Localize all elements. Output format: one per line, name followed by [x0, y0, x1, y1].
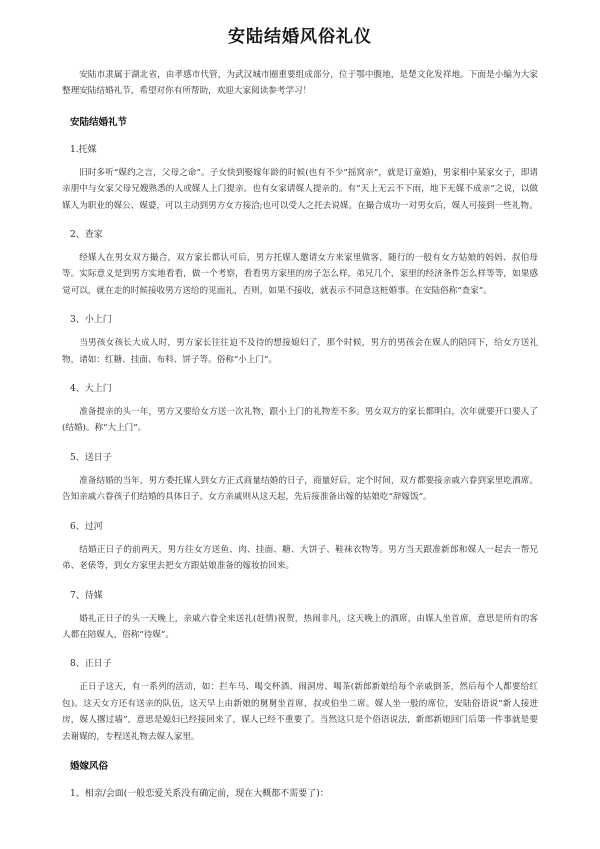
item-text-daimei: 婚礼正日子的头一天晚上，亲戚六眷全来送礼(赶情)祝贺，热闹非凡，这天晚上的酒席，由媒人坐首席，意思是所有的客人都在陪媒人，俗称“待媒”。	[62, 613, 538, 640]
item-heading-xiaoshangmen: 3、小上门	[70, 315, 112, 326]
item-text-dashangmen: 准备提亲的头一年，男方又要给女方送一次礼物，跟小上门的礼物差不多。男女双方的家长都明白，次年就要开口要人了(结婚)。称“大上门”。	[62, 407, 538, 434]
item-heading-dashangmen: 4、大上门	[70, 384, 112, 395]
item-text-tuomei: 旧时多听“媒约之言，父母之命”。子女快到娶嫁年龄的时候(也有不少“摇窝亲”，就是订童婚)，男家相中某家女子，即请亲朋中与女家父母兄嫂熟悉的人或媒人上门提亲。也有女家请媒人提亲的。有“天上无云不下雨，地下无媒不成亲”之说，以做媒人为职业的媒公、媒婆，可以主动到男方女方接洽;也可以受人之托去说媒。在撮合成功一对男女后，媒人可接到一些礼物。	[62, 167, 538, 211]
section-heading-marriage-customs: 婚嫁风俗	[70, 760, 109, 772]
item-heading-tuomei: 1.托媒	[70, 144, 97, 155]
item-text-chajia: 经媒人在男女双方撮合，双方家长都认可后，男方托媒人邀请女方来家里做客，随行的一般有女方姑娘的妈妈、叔伯母等。实际意义是到男方实地看看，做一个考察，看看男方家里的房子怎么样，弟兄几个，家里的经济条件怎么样等等，如果感觉可以，就在走的时候接收男方送给的见面礼，否则，如果不接收，就表示不同意这桩婚事。在安陆俗称“查家”。	[62, 253, 538, 296]
item-heading-guohe: 6、过河	[70, 521, 103, 532]
item-heading-zhengrizi: 8、正日子	[70, 659, 112, 670]
item-heading-chajia: 2、查家	[70, 230, 103, 241]
item-text-zhengrizi: 正日子这天，有一系列的活动，如：拦车马、喝交杯酒、闹洞房、喝茶(新郎新娘给每个亲戚倒茶，然后每个人都要给红包)。这天女方还有送亲的队伍，这天早上由新娘的舅舅坐首席，叔或伯坐二席。媒人坐一般的席位，安陆俗语说“新人接进房，媒人撂过墙”，意思是媳妇已经接回来了，媒人已经不重要了。当然这只是个俗语说法，新郎新娘回门后第一件事就是要去谢媒的，专程送礼物去媒人家里。	[62, 682, 538, 742]
section-heading-wedding-etiquette: 安陆结婚礼节	[70, 116, 128, 128]
item-heading-daimei: 7、待媒	[70, 590, 103, 601]
item-text-xiaoshangmen: 当男孩女孩长大成人时，男方家长往往迫不及待的想接媳妇了，那个时候，男方的男孩会在媒人的陪同下，给女方送礼物，诸如：红糖、挂面、布料、饼子等。俗称“小上门”。	[62, 338, 538, 365]
item-text-songrizi: 准备结婚的当年，男方委托媒人到女方正式商量结婚的日子，商量好后，定个时间，双方都要接亲戚六眷到家里吃酒席。告知亲戚六眷孩子们结婚的具体日子。女方亲戚则从这天起，先后接准备出嫁的姑娘吃“辞嫁饭”。	[62, 475, 538, 503]
item-heading-xiangqin: 1、相亲/会面(一般恋爱关系没有确定前，现在大概都不需要了)：	[70, 788, 329, 799]
page-title: 安陆结婚风俗礼仪	[228, 27, 372, 47]
item-text-guohe: 结婚正日子的前两天，男方往女方送鱼、肉、挂面、糖、大饼子、鞋袜衣物等。男方当天跟准新郎和媒人一起去一帮兄弟、老俵等，到女方家里去把女方跟姑娘准备的嫁妆抬回来。	[62, 544, 538, 572]
item-heading-songrizi: 5、送日子	[70, 452, 112, 463]
intro-paragraph: 安陆市隶属于湖北省，由孝感市代管，为武汉城市圈重要组成部分，位于鄂中腹地，是楚文化发祥地。下面是小编为大家整理安陆结婚礼节，希望对你有所帮助，欢迎大家阅读参考学习！	[62, 70, 538, 97]
